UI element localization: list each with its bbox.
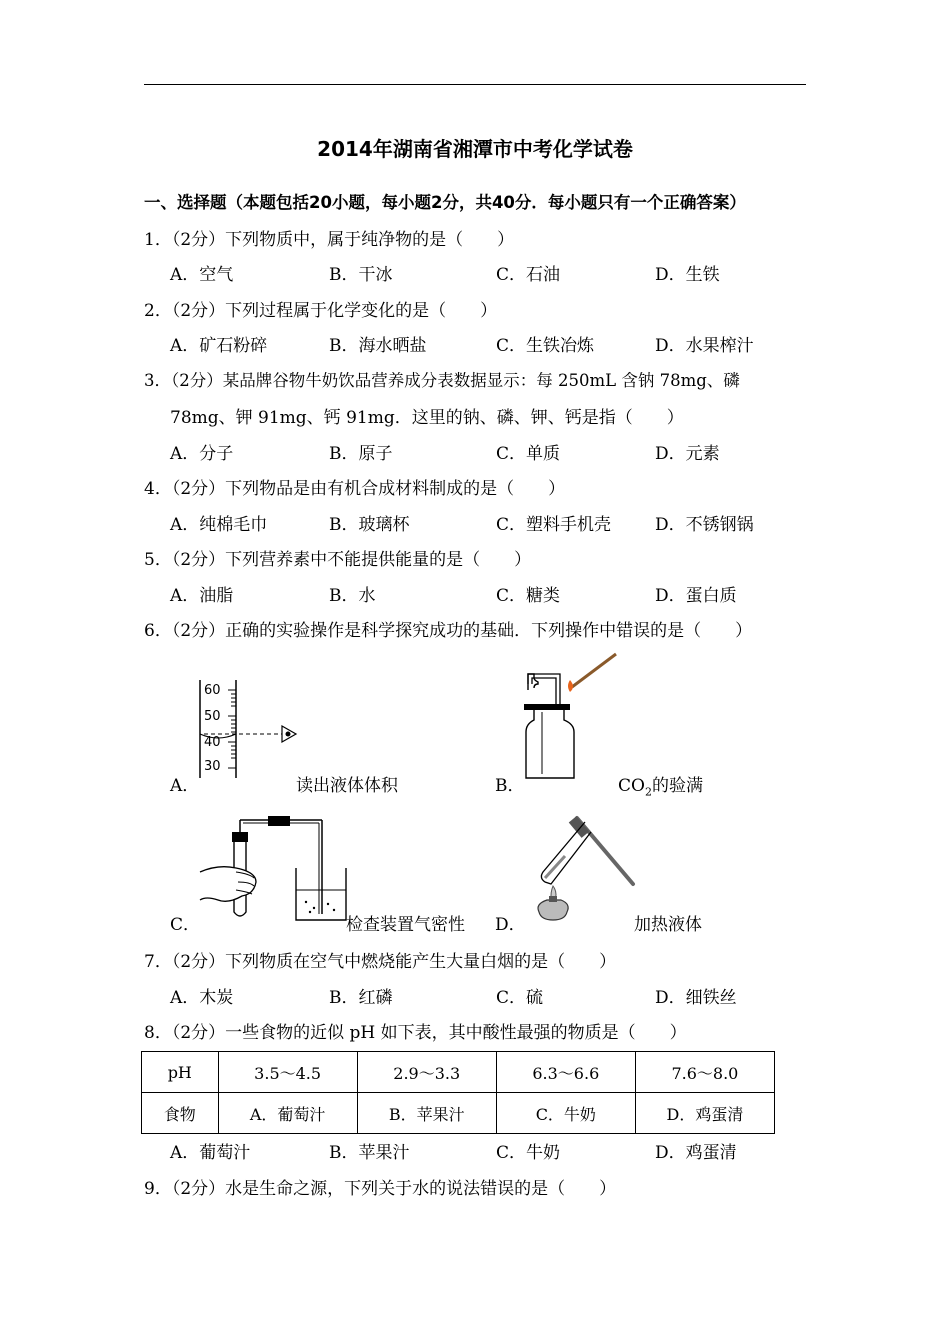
question-9: 9．（2分）水是生命之源，下列关于水的说法错误的是（ ） (144, 1179, 617, 1199)
airtightness-figure (198, 812, 348, 924)
scale-30: 30 (204, 759, 221, 774)
table-cell: D．鸡蛋清 (635, 1093, 774, 1134)
question-1: 1．（2分）下列物质中，属于纯净物的是（ ） (144, 230, 515, 250)
figure-b-caption: $CO_2$的验满 (618, 776, 703, 799)
table-cell: B．苹果汁 (357, 1093, 496, 1134)
q2-option-c[interactable]: C．生铁冶炼 (496, 336, 595, 356)
ph-table (141, 1051, 775, 1134)
q7-option-a[interactable]: A．木炭 (170, 988, 234, 1008)
q8-option-b[interactable]: B．苹果汁 (329, 1143, 410, 1163)
q6-option-d[interactable]: D． (495, 915, 526, 935)
table-cell: 6.3～6.6 (496, 1052, 635, 1093)
q1-option-d[interactable]: D．生铁 (655, 265, 720, 285)
q3-option-d[interactable]: D．元素 (655, 444, 720, 464)
question-6: 6．（2分）正确的实验操作是科学探究成功的基础．下列操作中错误的是（ ） (144, 621, 753, 641)
q8-option-c[interactable]: C．牛奶 (496, 1143, 561, 1163)
q4-option-d[interactable]: D．不锈钢锅 (655, 515, 754, 535)
heating-liquid-figure (525, 812, 640, 924)
q5-option-c[interactable]: C．糖类 (496, 586, 561, 606)
question-5: 5．（2分）下列营养素中不能提供能量的是（ ） (144, 550, 532, 570)
q2-option-a[interactable]: A．矿石粉碎 (170, 336, 268, 356)
scale-50: 50 (204, 709, 221, 724)
q2-option-d[interactable]: D．水果榨汁 (655, 336, 754, 356)
question-2: 2．（2分）下列过程属于化学变化的是（ ） (144, 301, 498, 321)
gas-bottle-figure (520, 650, 620, 780)
q1-option-c[interactable]: C．石油 (496, 265, 561, 285)
q3-option-c[interactable]: C．单质 (496, 444, 561, 464)
q7-option-b[interactable]: B．红磷 (329, 988, 393, 1008)
q3-option-a[interactable]: A．分子 (170, 444, 234, 464)
q4-option-a[interactable]: A．纯棉毛巾 (170, 515, 268, 535)
q3-option-b[interactable]: B．原子 (329, 444, 393, 464)
q5-option-a[interactable]: A．油脂 (170, 586, 234, 606)
q6-option-a[interactable]: A． (170, 776, 200, 796)
table-row (142, 1052, 775, 1093)
q5-option-b[interactable]: B．水 (329, 586, 376, 606)
q5-option-d[interactable]: D．蛋白质 (655, 586, 737, 606)
q1-option-a[interactable]: A．空气 (170, 265, 234, 285)
q4-option-c[interactable]: C．塑料手机壳 (496, 515, 612, 535)
scale-40: 40 (204, 735, 221, 750)
table-cell: A．葡萄汁 (218, 1093, 357, 1134)
q1-option-b[interactable]: B．干冰 (329, 265, 393, 285)
page-title: 2014年湖南省湘潭市中考化学试卷 (317, 137, 633, 161)
question-3-line2: 78mg、钾 91mg、钙 91mg．这里的钠、磷、钾、钙是指（ ） (170, 408, 684, 428)
question-4: 4．（2分）下列物品是由有机合成材料制成的是（ ） (144, 479, 566, 499)
figure-d-caption: 加热液体 (634, 915, 702, 935)
table-cell: 2.9～3.3 (357, 1052, 496, 1093)
q8-option-a[interactable]: A．葡萄汁 (170, 1143, 251, 1163)
question-7: 7．（2分）下列物质在空气中燃烧能产生大量白烟的是（ ） (144, 952, 617, 972)
table-cell: 食物 (142, 1093, 219, 1134)
question-8: 8．（2分）一些食物的近似 pH 如下表，其中酸性最强的物质是（ ） (144, 1023, 687, 1043)
figure-a-caption: 读出液体体积 (296, 776, 398, 796)
table-row (142, 1093, 775, 1134)
q8-option-d[interactable]: D．鸡蛋清 (655, 1143, 737, 1163)
q6-option-c[interactable]: C． (170, 915, 201, 935)
section-heading: 一、选择题（本题包括20小题，每小题2分，共40分．每小题只有一个正确答案） (144, 193, 746, 212)
table-cell: 3.5～4.5 (218, 1052, 357, 1093)
q7-option-c[interactable]: C．硫 (496, 988, 544, 1008)
table-cell: 7.6～8.0 (635, 1052, 774, 1093)
q4-option-b[interactable]: B．玻璃杯 (329, 515, 410, 535)
q6-option-b[interactable]: B． (495, 776, 525, 796)
table-cell: C．牛奶 (496, 1093, 635, 1134)
q2-option-b[interactable]: B．海水晒盐 (329, 336, 427, 356)
q7-option-d[interactable]: D．细铁丝 (655, 988, 737, 1008)
figure-c-caption: 检查装置气密性 (346, 915, 465, 935)
header-rule (144, 84, 806, 85)
table-cell: pH (142, 1052, 219, 1093)
scale-60: 60 (204, 683, 221, 698)
question-3-line1: 3．（2分）某品牌谷物牛奶饮品营养成分表数据显示：每 250mL 含钠 78mg、磷 (144, 371, 740, 390)
